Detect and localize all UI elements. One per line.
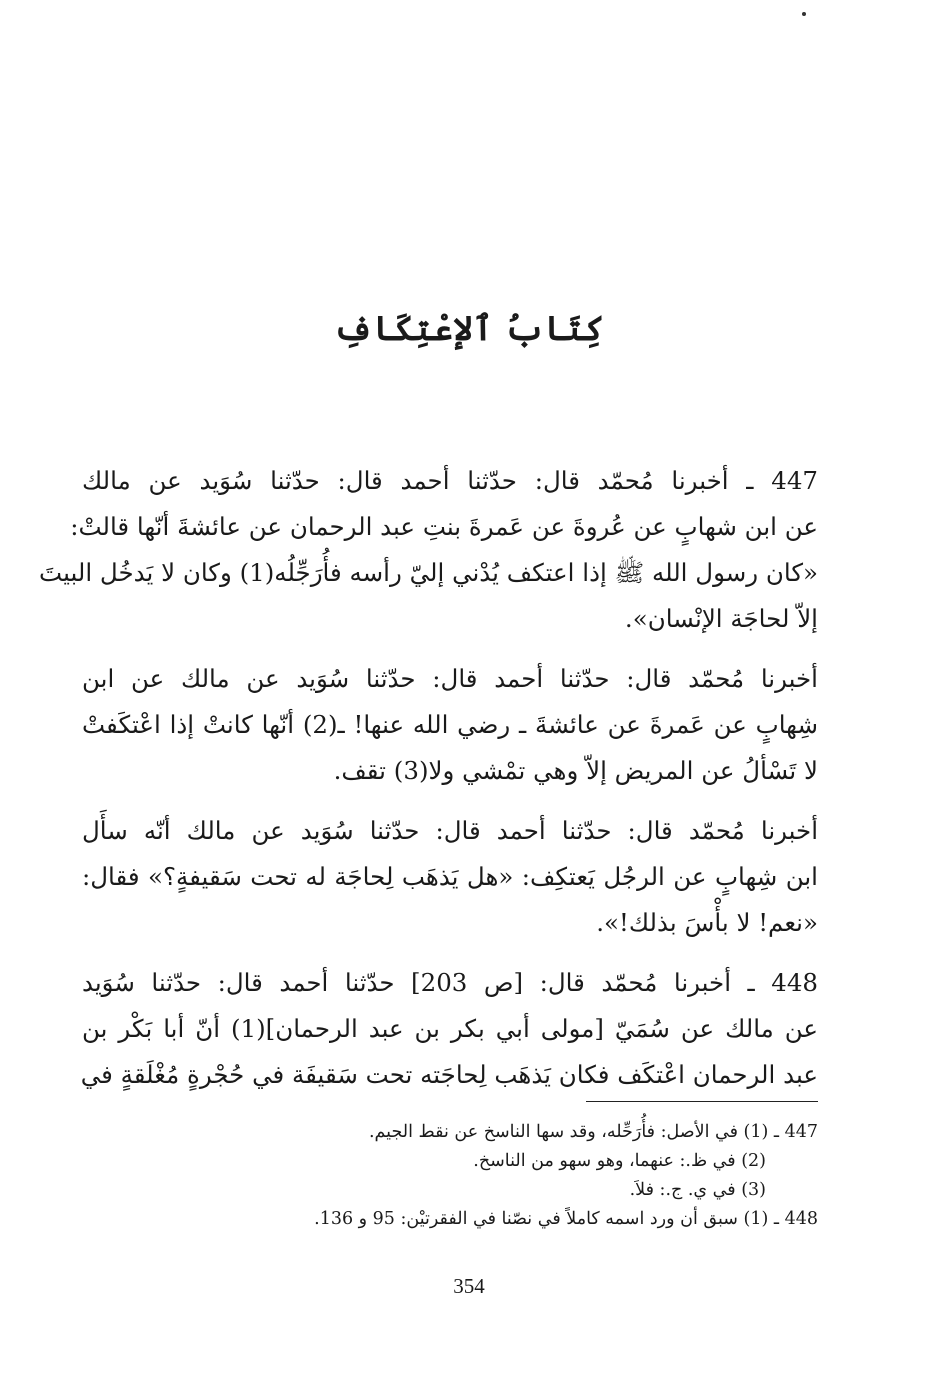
hadith-paragraph-448: [82, 960, 818, 1098]
print-speck: [802, 12, 806, 16]
text-line: شِهابٍ عن عَمرةَ عن عائشةَ ـ رضي الله عنها! ـ(2) أنّها كانتْ إذا اعْتكَفتْ: [82, 710, 818, 739]
text-line: أخبرنا مُحمّد قال: حدّثنا أحمد قال: حدّثنا سُوَيد عن مالك عن ابن: [82, 664, 818, 693]
text-line: إلاّ لحاجَة الإنْسان».: [624, 604, 818, 633]
footnote-separator: [586, 1101, 818, 1102]
text-line: «كان رسول الله ﷺ إذا اعتكف يُدْني إليّ رأسه فأُرَجِّلُه(1) وكان لا يَدخُل البيتَ: [39, 558, 818, 587]
main-text: [39, 458, 819, 1112]
text-line: 447 ـ أخبرنا مُحمّد قال: حدّثنا أحمد قال: حدّثنا سُوَيد عن مالك: [82, 466, 818, 495]
text-line: عن ابن شهابٍ عن عُروةَ عن عَمرةَ بنتِ عبد الرحمان عن عائشةَ أنّها قالتْ:: [70, 512, 818, 541]
text-line: لا تَسْألُ عن المريض إلاّ وهي تمْشي ولا(3) تقف.: [333, 756, 818, 785]
hadith-paragraph-447: [39, 458, 818, 642]
text-line: «نعم! لا بأْسَ بذلك!».: [596, 908, 818, 937]
hadith-paragraph: [82, 808, 818, 946]
footnote: (3) في ي. ج.: فلاَ.: [629, 1180, 766, 1200]
hadith-paragraph: [82, 656, 818, 794]
page-number: 354: [453, 1274, 485, 1298]
text-line: 448 ـ أخبرنا مُحمّد قال: [ص 203] حدّثنا أحمد قال: حدّثنا سُوَيد: [82, 968, 818, 997]
chapter-title: كِتَابُ ٱلإعْتِكَافِ: [333, 309, 605, 349]
text-line: أخبرنا مُحمّد قال: حدّثنا أحمد قال: حدّثنا سُوَيد عن مالك أنّه سأَل: [82, 816, 818, 845]
footnote: (2) في ظ.: عنهما، وهو سهو من الناسخ.: [473, 1151, 766, 1171]
text-line: ابن شِهابٍ عن الرجُل يَعتكِف: «هل يَذهَب لِحاجَة له تحت سَقيفةٍ؟» فقال:: [82, 862, 818, 891]
text-line: عن مالك عن سُمَيّ [مولى أبي بكر بن عبد الرحمان](1) أنّ أبا بَكْر بن: [82, 1014, 819, 1043]
text-line: عبد الرحمان اعْتكَف فكان يَذهَب لِحاجَته تحت سَقيفَة في حُجْرةٍ مُغْلَقةٍ في: [80, 1060, 818, 1089]
footnotes: [200, 1118, 818, 1234]
footnote: 447 ـ (1) في الأصل: فأُرَحِّله، وقد سها الناسخ عن نقط الجيم.: [368, 1122, 818, 1142]
footnote: 448 ـ (1) سبق أن ورد اسمه كاملاً في نصّنا في الفقرتيْن: 95 و 136.: [314, 1209, 818, 1229]
